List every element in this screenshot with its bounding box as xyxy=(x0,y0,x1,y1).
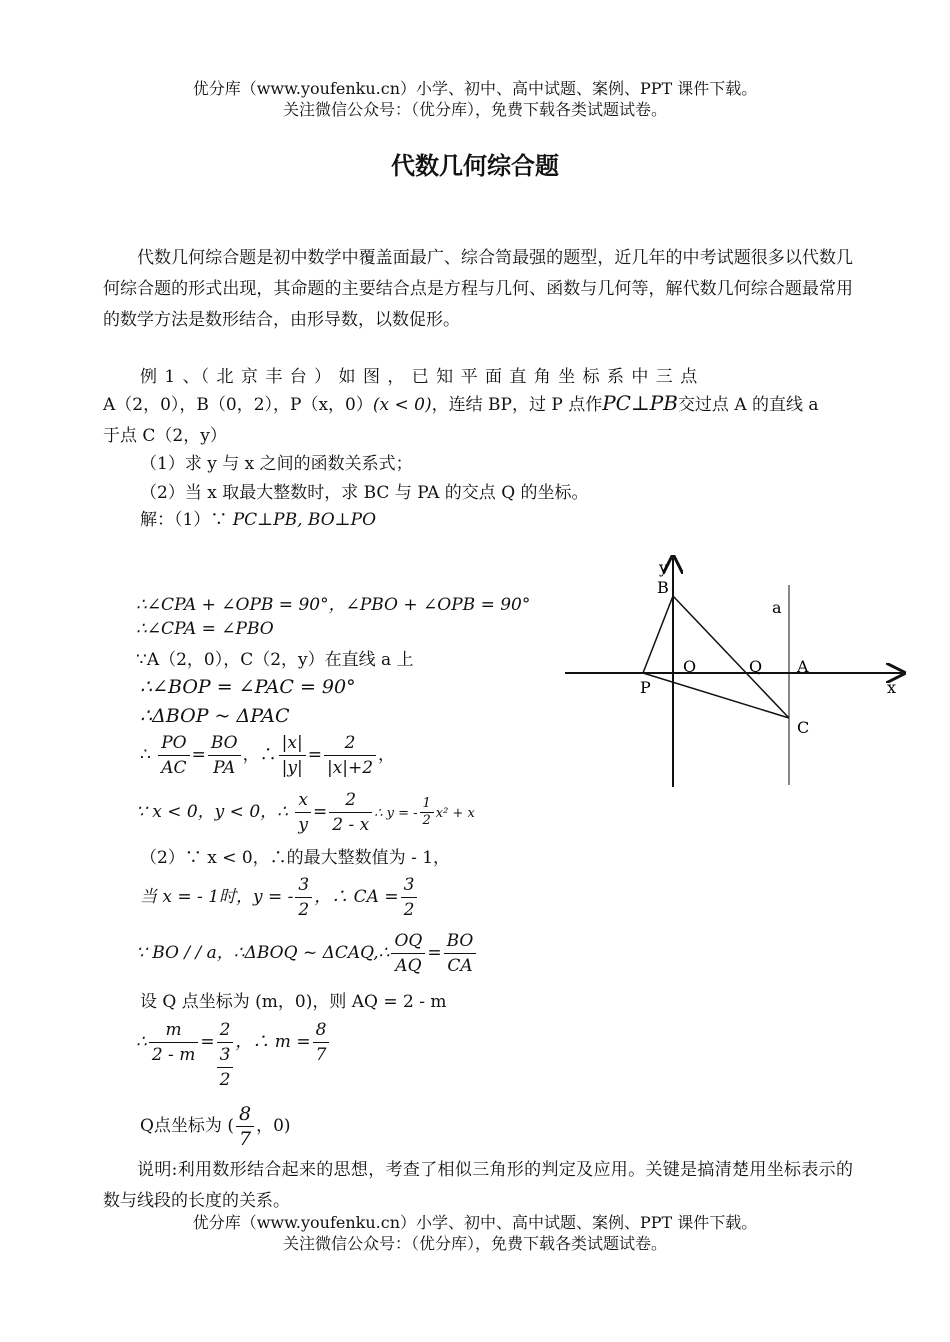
step-2: ∴∠CPA = ∠PBO xyxy=(136,619,274,639)
denominator: 7 xyxy=(238,1128,252,1150)
example-label: 例 1 、（ 北 京 丰 台 ） 如 图 ， 已 知 平 面 直 角 坐 标 系 中 三 点 xyxy=(140,367,699,387)
denominator: 7 xyxy=(315,1045,327,1065)
label-c: C xyxy=(797,718,810,737)
step-5: ∴ΔBOP ~ ΔPAC xyxy=(140,705,290,727)
denominator: 2 xyxy=(422,813,431,828)
step-12-eq: = xyxy=(200,1032,215,1052)
label-q: Q xyxy=(749,657,763,676)
fraction-2-2mx xyxy=(329,788,372,837)
fraction-3-2-b xyxy=(401,873,418,922)
numerator: 2 xyxy=(324,731,376,756)
numerator: 1 xyxy=(420,796,434,813)
fraction-2-over-3-2 xyxy=(217,1018,234,1092)
example-points: A（2，0），B（0，2），P（x，0） xyxy=(103,395,373,415)
step-9-pre: 当 x = - 1时，y = - xyxy=(140,887,294,907)
intro-paragraph: 代数几何综合题是初中数学中覆盖面最广、综合笥最强的题型，近几年的中考试题很多以代数几何综合题的形式出现，其命题的主要结合点是方程与几何、函数与几何等，解代数几何综合题最常用的数学方法是数形结合，由形导数，以数促形。 xyxy=(103,248,853,330)
step-1: ∴∠CPA + ∠OPB = 90°，∠PBO + ∠OPB = 90° xyxy=(136,595,531,615)
numerator: |x| xyxy=(279,731,306,756)
example-connect: ，连结 BP，过 P 点作 xyxy=(431,395,603,415)
step-11: 设 Q 点坐标为 (m，0)，则 AQ = 2 - m xyxy=(140,992,447,1012)
header-line-2: 关注微信公众号：（优分库），免费下载各类试题试卷。 xyxy=(282,100,667,119)
numerator: 2 xyxy=(217,1018,234,1043)
denominator: AC xyxy=(161,758,187,778)
fraction-oq-aq xyxy=(391,929,425,978)
fraction-3-2-a xyxy=(295,873,312,922)
example-line-a: 交过点 A 的直线 a xyxy=(677,395,819,415)
label-o: O xyxy=(683,657,697,676)
fraction-8-7-a xyxy=(313,1018,330,1067)
header-line-1: 优分库（www.youfenku.cn）小学、初中、高中试题、案例、PPT 课件下载。 xyxy=(192,79,758,98)
solution-condition: PC⊥PB, BO⊥PO xyxy=(232,510,377,530)
numerator: m xyxy=(149,1018,199,1043)
segment-bp xyxy=(643,596,673,673)
numerator: 8 xyxy=(236,1102,254,1127)
fraction-x-y xyxy=(295,788,311,837)
numerator: BO xyxy=(444,929,477,954)
step-7: ∵ x < 0，y < 0，∴ $\frac{x}{y}$ = $\frac{2}{2 - x}$ ∴ y = - $\frac{1}{2}$ x² + x xyxy=(136,790,475,835)
example-line-3: 于点 C（2，y） xyxy=(103,426,227,446)
step-6-end: ， xyxy=(378,745,396,765)
footer-line-2: 关注微信公众号：（优分库），免费下载各类试题试卷。 xyxy=(282,1234,667,1253)
fraction-8-7-b xyxy=(236,1102,254,1151)
label-y: y xyxy=(659,558,669,577)
step-3: ∵A（2，0），C（2，y）在直线 a 上 xyxy=(136,650,414,670)
denominator: 2 - x xyxy=(332,815,370,835)
numerator: x xyxy=(295,788,311,813)
label-x: x xyxy=(887,678,897,697)
fraction-m-2mm xyxy=(149,1018,199,1067)
step-12-pre: ∴ xyxy=(136,1032,147,1052)
fraction-1-2 xyxy=(420,796,434,829)
footer-line-1: 优分库（www.youfenku.cn）小学、初中、高中试题、案例、PPT 课件下载。 xyxy=(192,1213,758,1232)
label-a-line: a xyxy=(772,598,782,617)
step-12-mid: ，∴ m = xyxy=(235,1032,311,1052)
fraction-bo-ca xyxy=(444,929,477,978)
step-6: ∴ $\frac{PO}{AC}$ = $\frac{BO}{PA}$ ，∴ $\frac{|x|}{|y|}$ = $\frac{2}{|x|+2}$ ， xyxy=(140,733,396,778)
denominator: |x|+2 xyxy=(326,758,374,778)
denominator: CA xyxy=(447,956,473,976)
denominator: AQ xyxy=(395,956,422,976)
solution-start xyxy=(140,505,376,530)
step-7-end: x² + x xyxy=(435,806,475,821)
label-b: B xyxy=(657,578,669,597)
step-6-mid: ，∴ xyxy=(242,745,277,765)
denominator: 2 xyxy=(403,900,415,920)
denominator: |y| xyxy=(281,758,303,778)
denominator: 2 - m xyxy=(151,1045,196,1065)
fraction-2-absx2 xyxy=(324,731,376,780)
denominator-denominator: 2 xyxy=(219,1070,231,1090)
fraction-po-ac xyxy=(158,731,189,780)
label-p: P xyxy=(640,678,651,697)
note-paragraph: 说明:利用数形结合起来的思想，考查了相似三角形的判定及应用。关键是搞清楚用坐标表示的数与线段的长度的关系。 xyxy=(103,1160,853,1211)
step-6-therefore: ∴ xyxy=(140,745,151,765)
step-7-pre: ∵ x < 0，y < 0，∴ xyxy=(136,802,288,822)
step-4: ∴∠BOP = ∠PAC = 90° xyxy=(140,676,356,698)
step-7-mid: ∴ y = - xyxy=(374,806,418,821)
geometry-diagram xyxy=(560,555,910,795)
question-2: （2）当 x 取最大整数时，求 BC 与 PA 的交点 Q 的坐标。 xyxy=(140,483,589,503)
step-8: （2）∵ x < 0，∴的最大整数值为 - 1， xyxy=(140,848,451,868)
denominator: 2 xyxy=(298,900,310,920)
example-perp: PC⊥PB xyxy=(602,391,678,415)
label-a-point: A xyxy=(797,657,809,676)
step-9 xyxy=(140,873,419,922)
step-10-pre: ∵ BO / / a，∴ΔBOQ ~ ΔCAQ,∴ xyxy=(136,943,390,963)
step-9-mid: ，∴ CA = xyxy=(314,887,399,907)
fraction-absx-absy xyxy=(279,731,306,780)
numerator: 3 xyxy=(401,873,418,898)
step-13-end: ，0) xyxy=(256,1116,291,1136)
fraction-bo-pa xyxy=(208,731,241,780)
solution-label: 解：（1）∵ xyxy=(140,510,228,530)
denominator-numerator: 3 xyxy=(217,1043,234,1068)
numerator: 8 xyxy=(313,1018,330,1043)
question-1: （1）求 y 与 x 之间的函数关系式； xyxy=(140,454,413,474)
step-13 xyxy=(140,1102,291,1151)
numerator: 3 xyxy=(295,873,312,898)
denominator: y xyxy=(298,815,308,835)
example-line-2 xyxy=(103,390,819,415)
page-title: 代数几何综合题 xyxy=(391,152,559,180)
numerator: BO xyxy=(208,731,241,756)
numerator: 2 xyxy=(329,788,372,813)
numerator: PO xyxy=(158,731,189,756)
step-13-pre: Q点坐标为 ( xyxy=(140,1116,234,1136)
denominator: PA xyxy=(213,758,236,778)
numerator: OQ xyxy=(391,929,425,954)
step-12 xyxy=(136,1018,331,1092)
example-condition: (x < 0) xyxy=(372,395,432,415)
step-10: ∵ BO / / a，∴ΔBOQ ~ ΔCAQ,∴ $\frac{OQ}{AQ}$ = $\frac{BO}{CA}$ xyxy=(136,929,478,978)
